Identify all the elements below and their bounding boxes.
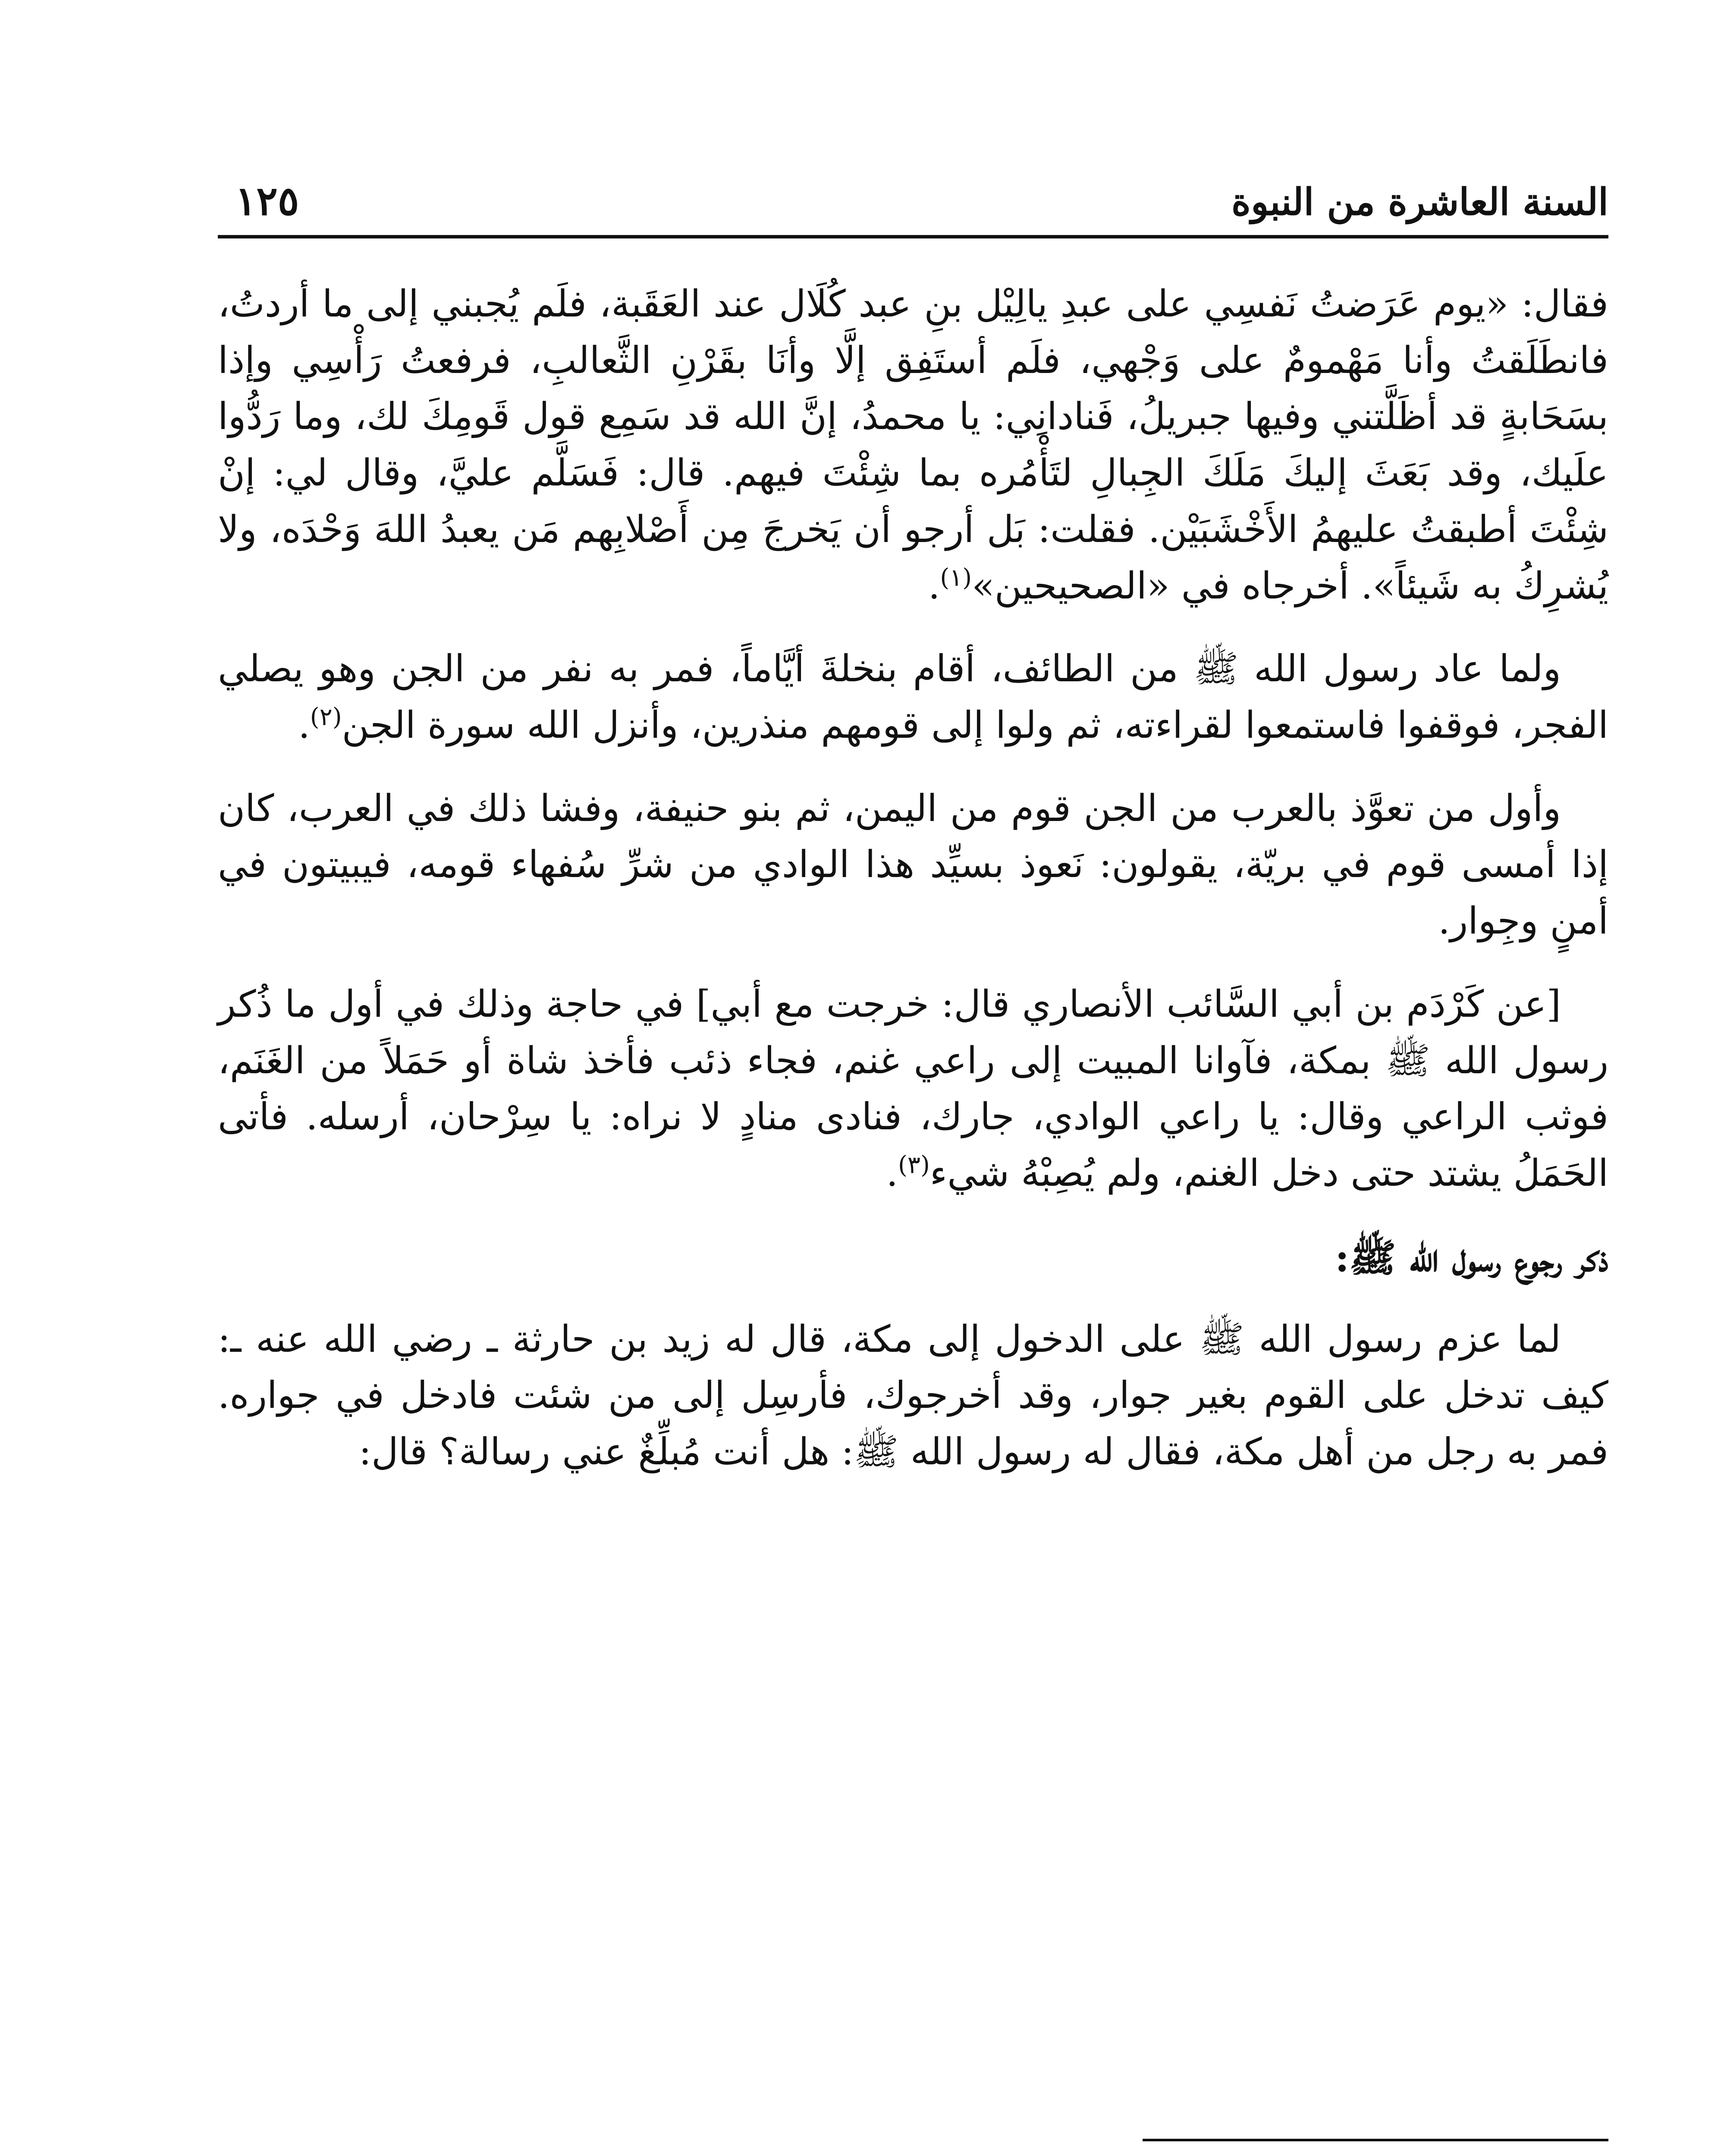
paragraph-hadith-taif: فقال: «يوم عَرَضتُ نَفسِي على عبدِ يالِيْل بنِ عبد كُلَال عند العَقَبة، فلَم يُجبني إلى ما أردتُ، فانطَلَقتُ وأنا مَهْمومٌ على وَجْهي، فلَم أستَفِق إلَّا وأنَا بقَرْنِ الثَّعالبِ، فرفعتُ رَأْسِي وإذا بسَحَابةٍ قد أظَلَّتني وفيها جبريلُ، فَنادانِي: يا محمدُ، إنَّ الله قد سَمِع قول قَومِكَ لك، وما رَدُّوا علَيك، وقد بَعَثَ إليكَ مَلَكَ الجِبالِ لتَأْمُره بما شِئْتَ فيهم. قال: فَسَلَّم عليَّ، وقال لي: إنْ شِئْتَ أطبقتُ عليهمُ الأَخْشَبَيْن. فقلت: بَل أرجو أن يَخرجَ مِن أَصْلابِهم مَن يعبدُ اللهَ وَحْدَه، ولا يُشرِكُ به شَيئاً». أخرجاه في «الصحيحين»$^{(١)}$. xyxy=(218,282,1608,608)
section-heading: ذكر رجوع رسول الله ﷺ: xyxy=(1335,1235,1608,1281)
page-header xyxy=(218,155,1608,233)
header-rule xyxy=(218,235,1608,238)
paragraph-kardam: [عن كَرْدَم بن أبي السَّائب الأنصاري قال: خرجت مع أبي] في حاجة وذلك في أول ما ذُكر رسول الله ﷺ بمكة، فآوانا المبيت إلى راعي غنم، فجاء ذئب فأخذ شاة أو حَمَلاً من الغَنَم، فوثب الراعي وقال: يا راعي الوادي، جارك، فنادى منادٍ لا نراه: يا سِرْحان، أرسله. فأتى الحَمَلُ يشتد حتى دخل الغنم، ولم يُصِبْهُ شيء$^{(٣)}$. xyxy=(218,982,1608,1195)
footnote-rule xyxy=(1143,2139,1608,2141)
page-number: ١٢٥ xyxy=(235,178,299,224)
paragraph-seeking-refuge: وأول من تعوَّذ بالعرب من الجن قوم من اليمن، ثم بنو حنيفة، وفشا ذلك في العرب، كان إذا أمسى قوم في بريّة، يقولون: نَعوذ بسيِّد هذا الوادي من شرِّ سُفهاء قومه، فيبيتون في أمنٍ وجِوار. xyxy=(218,787,1608,943)
main-text xyxy=(218,276,1608,1507)
paragraph-jinn-nakhla: ولما عاد رسول الله ﷺ من الطائف، أقام بنخلةَ أيَّاماً، فمر به نفر من الجن وهو يصلي الفجر، فوقفوا فاستمعوا لقراءته، ثم ولوا إلى قومهم منذرين، وأنزل الله سورة الجن$^{(٢)}$. xyxy=(218,647,1608,747)
footnote-ref-2: (٢) xyxy=(310,703,342,731)
running-title: السنة العاشرة من النبوة xyxy=(1231,180,1608,224)
footnote-ref-1: (١) xyxy=(940,563,972,592)
footnote-ref-3: (٣) xyxy=(898,1151,930,1179)
paragraph-return-mecca: لما عزم رسول الله ﷺ على الدخول إلى مكة، قال له زيد بن حارثة ـ رضي الله عنه ـ: كيف تدخل على القوم بغير جوار، وقد أخرجوك، فأرسِل إلى من شئت فادخل في جواره. فمر به رجل من أهل مكة، فقال له رسول الله ﷺ: هل أنت مُبلِّغٌ عني رسالة؟ قال: xyxy=(218,1317,1608,1474)
